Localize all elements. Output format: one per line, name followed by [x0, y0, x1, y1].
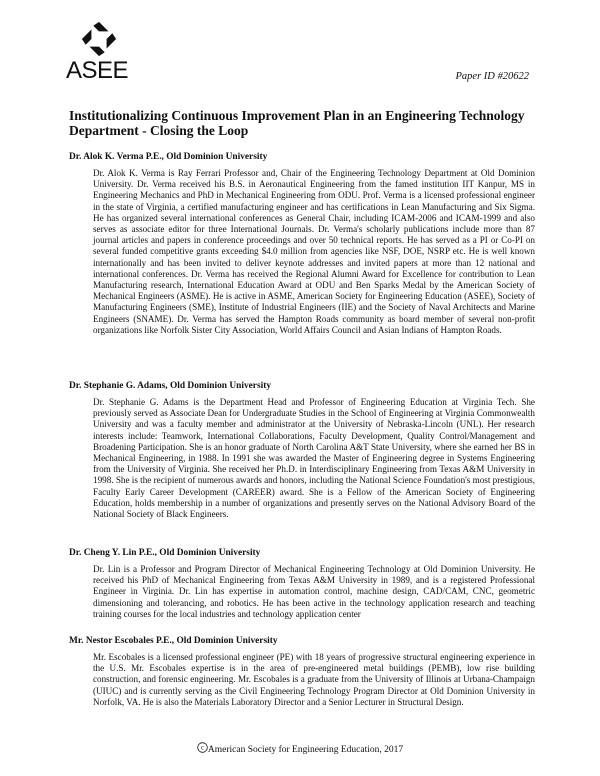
author-bio: Dr. Stephanie G. Adams is the Department Head and Professor of Engineering Education at Virginia Tech. She previously served as Associate Dean for Undergraduate Studies in the School of Engineering at Virginia Commonwealth University and was a faculty member and administrator at the University of Nebraska-Lincoln (UNL). Her research interests include: Teamwork, International Collaborations, Faculty Development, Quality Control/Management and Broadening Participation. She is an honor graduate of North Carolina A&T State University, where she earned her BS in Mechanical Engineering, in 1988. In 1991 she was awarded the Master of Engineering degree in Systems Engineering from the University of Virginia. She received her Ph.D. in Interdisciplinary Engineering from Texas A&M University in 1998. She is the recipient of numerous awards and honors, including the National Science Foundation's most prestigious, Faculty Early Career Development (CAREER) award. She is a Fellow of the American Society of Engineering Education, holds membership in a number of organizations and presently serves on the National Advisory Board of the National Society of Black Engineers.: [93, 397, 535, 520]
author-bio: Dr. Alok K. Verma is Ray Ferrari Professor and, Chair of the Engineering Technology Department at Old Dominion University. Dr. Verma received his B.S. in Aeronautical Engineering from the famed institution IIT Kanpur, MS in Engineering Mechanics and PhD in Mechanical Engineering from ODU. Prof. Verma is a licensed professional engineer in the state of Virginia, a certified manufacturing engineer and has certifications in Lean Manufacturing and Six Sigma. He has organized several international conferences as General Chair, including ICAM-2006 and ICAM-1999 and also serves as associate editor for three International Journals. Dr. Verma's scholarly publications include more than 87 journal articles and papers in conference proceedings and over 50 technical reports. He has served as a PI or Co-PI on several funded competitive grants exceeding $4.0 million from agencies like NSF, DOE, NSRP etc. He is well known internationally and has been invited to deliver keynote addresses and invited papers at more than 12 national and international conferences. Dr. Verma has received the Regional Alumni Award for Excellence for contribution to Lean Manufacturing research, International Education Award at ODU and Ben Sparks Medal by the American Society of Mechanical Engineers (ASME). He is active in ASME, American Society for Engineering Education (ASEE), Society of Manufacturing Engineers (SME), Institute of Industrial Engineers (IIE) and the Society of Naval Architects and Marine Engineers (SNAME). Dr. Verma has served the Hampton Roads community as board member of several non-profit organizations like Norfolk Sister City Association, World Affairs Council and Asian Indians of Hampton Roads.: [93, 168, 535, 335]
author-section: [69, 381, 535, 520]
author-name: Mr. Nestor Escobales P.E., Old Dominion University: [69, 636, 278, 646]
author-section: [69, 548, 535, 620]
author-section: [69, 636, 535, 708]
copyright-symbol: c: [200, 743, 204, 752]
author-bio: Mr. Escobales is a licensed professional engineer (PE) with 18 years of progressive structural engineering experience in the U.S. Mr. Escobales expertise is in the area of pre-engineered metal buildings (PEMB), low rise building construction, and forensic engineering. Mr. Escobales is a graduate from the University of Illinois at Urbana-Champaign (UIUC) and is currently serving as the Civil Engineering Technology Program Director at Old Dominion University in Norfolk, VA. He is also the Materials Laboratory Director and a Senior Lecturer in Structural Design.: [93, 652, 535, 707]
author-name: Dr. Stephanie G. Adams, Old Dominion University: [69, 381, 272, 391]
paper-title: Institutionalizing Continuous Improvement Plan in an Engineering Technology Department - Closing the Loop: [69, 108, 525, 138]
author-name: Dr. Cheng Y. Lin P.E., Old Dominion University: [69, 548, 261, 558]
asee-pinwheel-icon: [80, 20, 118, 58]
author-bio: Dr. Lin is a Professor and Program Director of Mechanical Engineering Technology at Old Dominion University. He received his PhD of Mechanical Engineering from Texas A&M University in 1989, and is a registered Professional Engineer in Virginia. Dr. Lin has expertise in automation control, machine design, CAD/CAM, CNC, geometric dimensioning and tolerancing, and robotics. He has been active in the technology application research and teaching training courses for the local industries and technology application center: [93, 564, 535, 619]
copyright-footer: [0, 742, 600, 755]
paper-id: Paper ID #20622: [455, 71, 529, 82]
author-name: Dr. Alok K. Verma P.E., Old Dominion University: [69, 152, 268, 162]
footer-text: American Society for Engineering Education, 2017: [207, 745, 404, 755]
logo-text: ASEE: [66, 57, 129, 84]
author-section: [69, 152, 535, 336]
copyright-icon: [197, 742, 208, 753]
